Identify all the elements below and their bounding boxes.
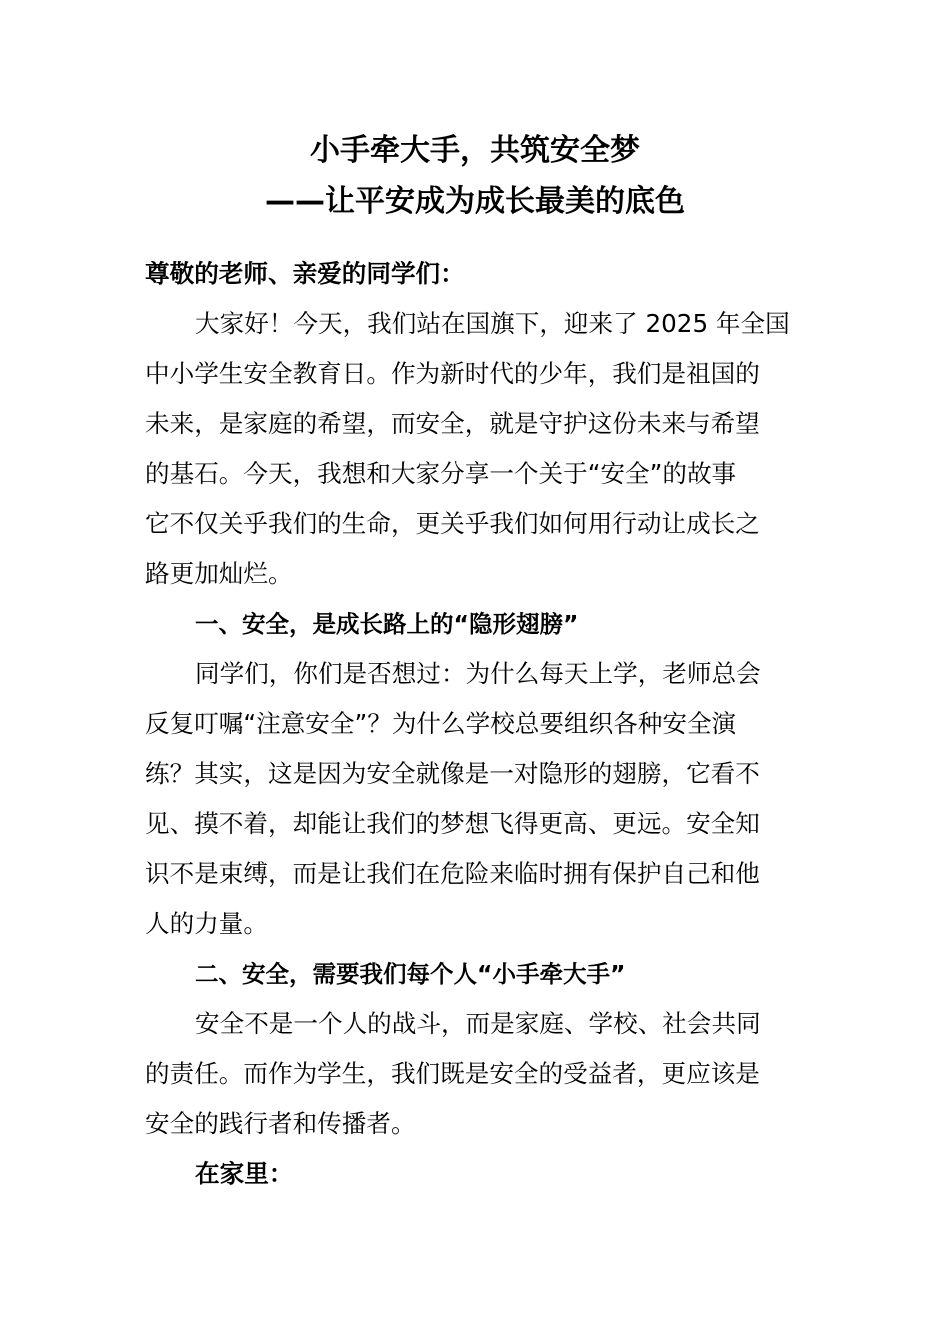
paragraph-line: 同学们，你们是否想过：为什么每天上学，老师总会 (195, 659, 761, 688)
paragraph-line: 它不仅关乎我们的生命，更关乎我们如何用行动让成长之 (145, 509, 760, 538)
paragraph-line: 反复叮嘱“注意安全”？为什么学校总要组织各种安全演 (145, 709, 737, 738)
paragraph-line: 安全的践行者和传播者。 (145, 1109, 416, 1138)
paragraph-line: 未来，是家庭的希望，而安全，就是守护这份未来与希望 (145, 409, 760, 438)
paragraph-line: 路更加灿烂。 (145, 559, 293, 588)
salutation: 尊敬的老师、亲爱的同学们： (145, 259, 465, 288)
main-title: 小手牵大手，共筑安全梦 (310, 133, 640, 168)
section-heading-2: 二、安全，需要我们每个人“小手牵大手” (195, 960, 626, 988)
paragraph-line: 中小学生安全教育日。作为新时代的少年，我们是祖国的 (145, 359, 760, 388)
paragraph-line: 见、摸不着，却能让我们的梦想飞得更高、更远。安全知 (145, 809, 760, 838)
paragraph-line: 的基石。今天，我想和大家分享一个关于“安全”的故事 (145, 459, 737, 488)
paragraph-line: 人的力量。 (145, 909, 268, 938)
paragraph-line: 的责任。而作为学生，我们既是安全的受益者，更应该是 (145, 1059, 760, 1088)
paragraph-line: 识不是束缚，而是让我们在危险来临时拥有保护自己和他 (145, 859, 760, 888)
sub-title: ——让平安成为成长最美的底色 (265, 184, 685, 219)
paragraph-line: 练？其实，这是因为安全就像是一对隐形的翅膀，它看不 (145, 759, 760, 788)
subheading-home: 在家里： (195, 1159, 294, 1188)
speech-body (145, 249, 807, 1199)
section-heading-1: 一、安全，是成长路上的“隐形翅膀” (195, 610, 579, 638)
paragraph-line: 大家好！今天，我们站在国旗下，迎来了 2025 年全国 (195, 309, 790, 338)
paragraph-line: 安全不是一个人的战斗，而是家庭、学校、社会共同 (195, 1009, 761, 1038)
